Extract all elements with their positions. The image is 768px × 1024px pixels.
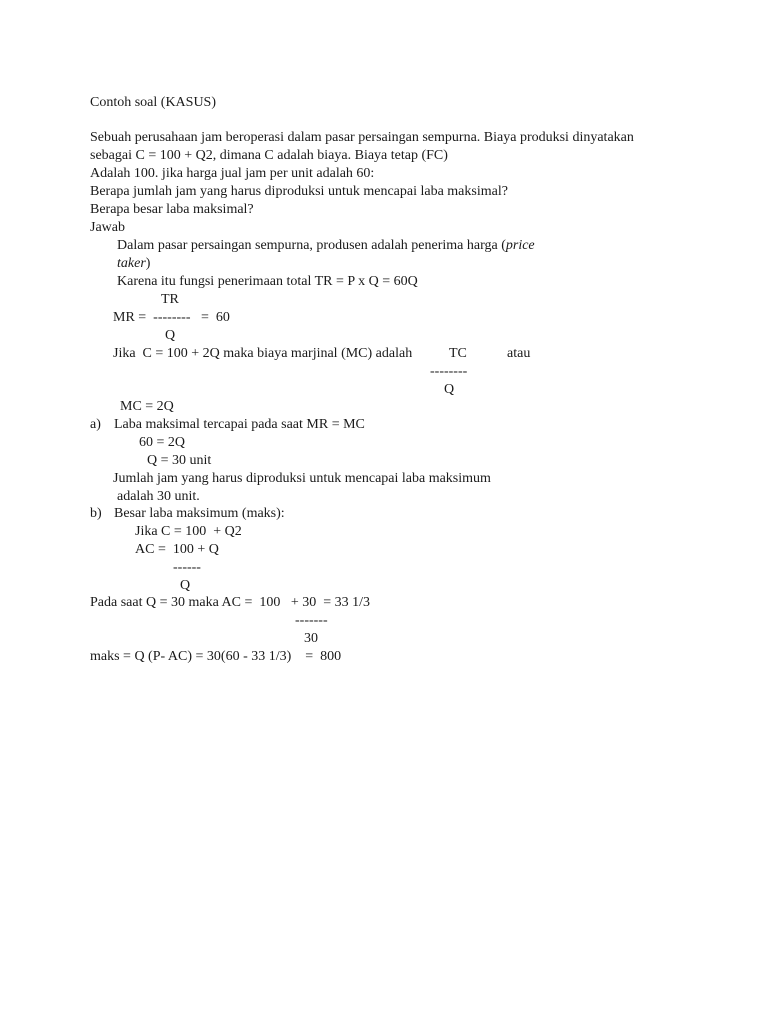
conclusion-line-2: adalah 30 unit. [117,489,200,504]
max-profit-result: maks = Q (P- AC) = 30(60 - 33 1/3) = 800 [90,649,342,664]
taker-italic: taker [117,256,146,271]
answer-line-1-text: Dalam pasar persaingan sempurna, produsen adalah penerima harga ( [117,238,506,253]
question-2: Berapa besar laba maksimal? [90,202,254,217]
mr-equation: MR = -------- = 60 [113,310,230,325]
equation-60-2q: 60 = 2Q [139,435,186,450]
atau-word: atau [507,346,531,361]
ac-30-denominator: 30 [304,631,318,646]
price-italic: price [505,238,535,253]
mr-denominator: Q [165,328,176,343]
ac-at-q30: Pada saat Q = 30 maka AC = 100 + 30 = 33 1/3 [90,595,371,610]
ac-denominator: Q [180,578,191,593]
answer-heading: Jawab [90,220,125,235]
cost-function: Jika C = 100 + Q2 [135,524,242,539]
problem-line-3: Adalah 100. jika harga jual jam per unit adalah 60: [90,166,375,181]
document-title: Contoh soal (KASUS) [90,95,217,110]
question-1: Berapa jumlah jam yang harus diproduksi untuk mencapai laba maksimal? [90,184,508,199]
mc-sentence: Jika C = 100 + 2Q maka biaya marjinal (MC) adalah [113,346,413,361]
part-a-text: Laba maksimal tercapai pada saat MR = MC [114,417,365,432]
answer-line-2-close: ) [145,256,151,271]
answer-line-1 [117,237,535,255]
ac-30-fraction-bar: ------- [295,613,328,628]
tr-numerator: TR [161,292,179,307]
problem-line-2: sebagai C = 100 + Q2, dimana C adalah biaya. Biaya tetap (FC) [90,148,448,163]
ac-fraction-bar: ------ [173,560,201,575]
part-b-text: Besar laba maksimum (maks): [114,506,285,521]
equation-q-30: Q = 30 unit [147,453,212,468]
answer-line-2 [117,255,150,273]
tc-fraction-bar: -------- [430,364,468,379]
part-a-label: a) [90,417,101,432]
tc-denominator: Q [444,382,455,397]
part-b-label: b) [90,506,102,521]
tc-numerator: TC [449,346,467,361]
tr-function: Karena itu fungsi penerimaan total TR = P x Q = 60Q [117,274,418,289]
problem-line-1: Sebuah perusahaan jam beroperasi dalam pasar persaingan sempurna. Biaya produksi dinyatakan [90,130,634,145]
ac-equation: AC = 100 + Q [135,542,219,557]
conclusion-line-1: Jumlah jam yang harus diproduksi untuk mencapai laba maksimum [113,471,491,486]
mc-result: MC = 2Q [120,399,174,414]
